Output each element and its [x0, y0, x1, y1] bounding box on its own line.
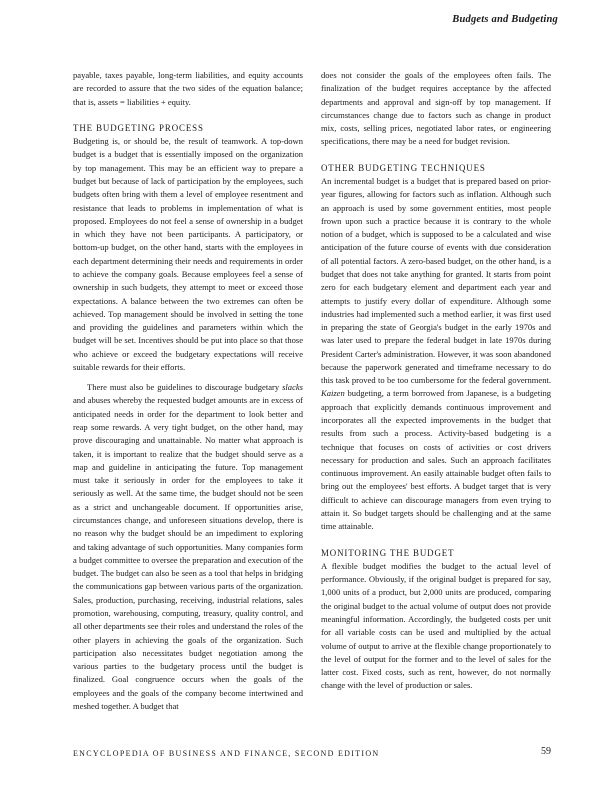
process-paragraph-1: Budgeting is, or should be, the result of teamwork. A top-down budget is a budget that is essentially imposed on the organization by top management. This may be an efficient way to prepare a budget but because of lack of participation by the employees, such budgets often bring with them a level of employee resentment and resistance that leads to problems in implementation of what is proposed. Employees do not feel a sense of ownership in a budget in which they have not been participants. A participatory, or bottom-up budget, on the other hand, starts with the employees in each department determining their needs and requirements in order to achieve the company goals. Because employees feel a sense of ownership in such budgets, they attempt to meet or exceed those expectations. A balance between the two extremes can often be achieved. Top management should be involved in setting the tone and providing the guidelines and parameters within which the budget will be set. Incentives should be put into place so that those who achieve or exceed the budgetary expectations will receive suitable rewards for their efforts.	[73, 136, 303, 372]
techniques-paragraph-start: An incremental budget is a budget that is prepared based on prior-year figures, allowing for factors such as inflation. Although such an approach is used by some government entities, most people frown upon such a practice because it is contrary to the whole notion of a budget, which is supposed to be a calculated and wise anticipation of the future course of events with due consideration of all potential factors. A zero-based budget, on the other hand, is a budget that does not take anything for granted. It starts from point zero for each budgetary element and department each year and attempts to justify every dollar of expenditure. Although some industries had implemented such a method earlier, it was first used in preparing the state of Georgia's budget in the early 1970s and was later used to prepare the federal budget in late 1970s during President Carter's administration. However, it was soon abandoned because the paperwork generated and timeframe necessary to do this task proved to be too cumbersome for the federal government.	[321, 175, 551, 386]
continuation-paragraph: does not consider the goals of the employees often fails. The finalization of the budget requires acceptance by the affected departments and approval and sign-off by top management. If circumstances change due to factors such as change in product mix, costs, selling prices, negotiated labor rates, or engineering specifications, there may be a need for budget revision.	[321, 70, 551, 147]
techniques-paragraph	[321, 175, 551, 534]
process-paragraph-2-start: There must also be guidelines to discourage budgetary	[87, 382, 283, 393]
section-heading-budgeting-process: THE BUDGETING PROCESS	[73, 122, 204, 133]
process-paragraph-2-rest: and abuses whereby the requested budget amounts are in excess of anticipated needs in order for the department to look better and reap some rewards. A very tight budget, on the other hand, may prove discouraging and unattainable. No matter what approach is taken, it is important to realize that the budget should serve as a map and guideline in anticipating the future. Top management must take it seriously in order for the employees to take it seriously as well. At the same time, the budget should not be seen as a strict and unchangeable document. If opportunities arise, circumstances change, and unforeseen situations develop, there is no reason why the budget should be an impediment to exploring and taking advantage of such opportunities. Many companies form a budget committee to oversee the preparation and execution of the budget. The budget can also be seen as a tool that helps in bridging the communications gap between various parts of the organization. Sales, production, purchasing, receiving, industrial relations, sales promotion, warehousing, computing, treasury, quality control, and all other departments see their roles and understand the roles of the other players in achieving the goals of the organization. Such participation also necessitates budget negotiation among the various parties to the budgetary process until the budget is finalized. Goal congruence occurs when the goals of the employees and the goals of the company become intertwined and meshed together. A budget that	[73, 395, 303, 711]
section-heading-other-techniques: OTHER BUDGETING TECHNIQUES	[321, 162, 486, 173]
italic-term-slacks: slacks	[282, 382, 303, 393]
techniques-paragraph-rest: budgeting, a term borrowed from Japanese, is a budgeting approach that explicitly demands continuous improvement and incorporates all the expected improvements in the budget that results from such a process. Activity-based budgeting is a technique that focuses on costs of activities or cost drivers necessary for production and sales. Such an approach facilitates continuous improvement. An easily attainable budget often fails to bring out the employees' best efforts. A budget target that is very difficult to achieve can discourage managers from even trying to attain it. So budget targets should be challenging and at the same time attainable.	[321, 388, 551, 532]
monitoring-paragraph: A flexible budget modifies the budget to the actual level of performance. Obviously, if the original budget is prepared for say, 1,000 units of a product, but 2,000 units are produced, comparing the original budget to the actual volume of output does not provide meaningful information. Accordingly, the budgeted costs per unit for all variable costs can be used and multiplied by the actual volume of output to arrive at the flexible change proportionately to the level of output for the former and to the level of sales for the latter cost. Fixed costs, such as rent, however, do not normally change with the level of production or sales.	[321, 560, 551, 691]
running-head: Budgets and Budgeting	[452, 14, 558, 25]
intro-paragraph: payable, taxes payable, long-term liabilities, and equity accounts are recorded to assure that the two sides of the equation balance; that is, assets = liabilities + equity.	[73, 70, 303, 107]
italic-term-kaizen: Kaizen	[321, 388, 345, 399]
right-column	[321, 69, 551, 693]
section-heading-monitoring: MONITORING THE BUDGET	[321, 547, 455, 558]
footer-publication-title: ENCYCLOPEDIA OF BUSINESS AND FINANCE, SECOND EDITION	[73, 749, 380, 758]
page-number: 59	[541, 746, 551, 757]
process-paragraph-2	[73, 381, 303, 713]
left-column	[73, 69, 303, 713]
